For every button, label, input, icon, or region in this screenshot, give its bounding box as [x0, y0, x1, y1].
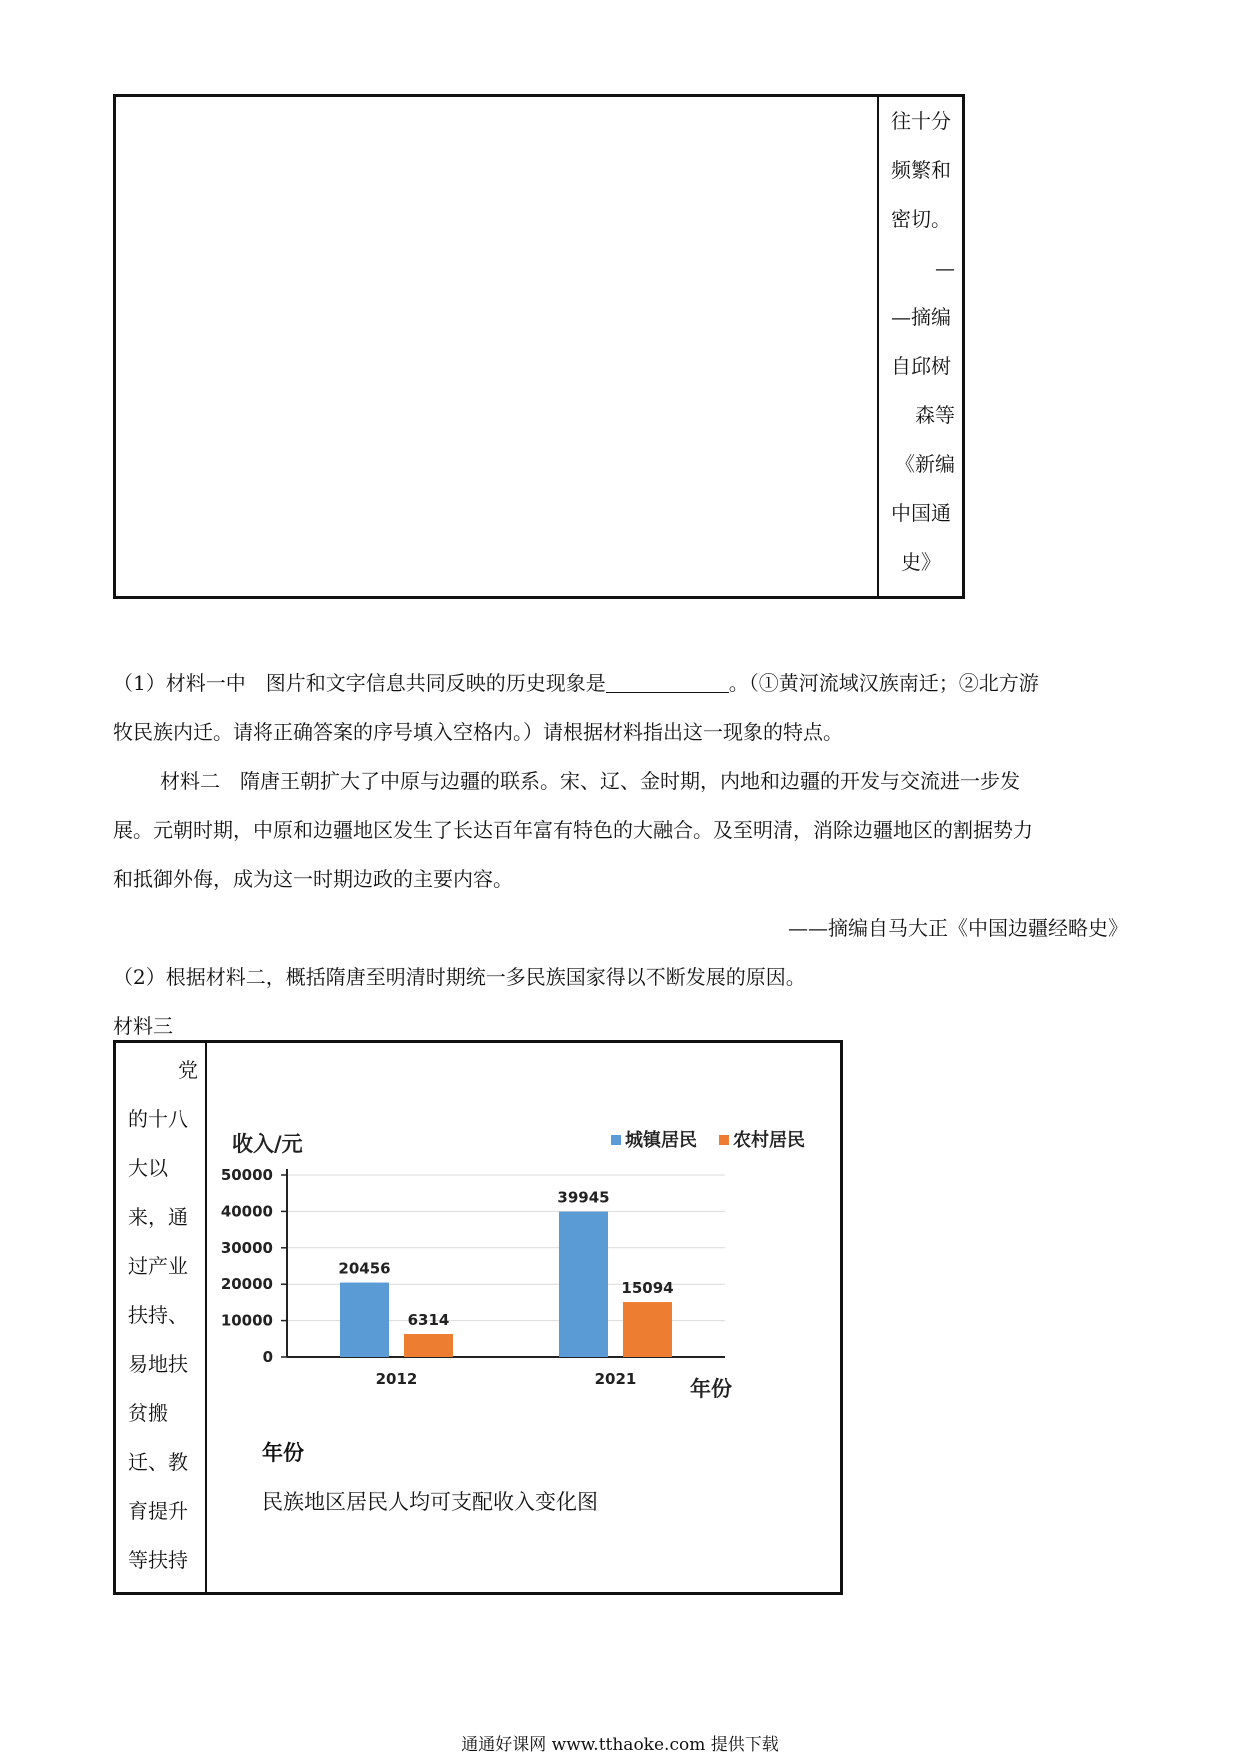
question2: （2）根据材料二，概括隋唐至明清时期统一多民族国家得以不断发展的原因。 — [113, 965, 806, 989]
data-label: 6314 — [407, 1311, 450, 1330]
material1-divider — [877, 97, 879, 596]
material1-line: 往十分 — [891, 109, 951, 133]
material1-line: — — [935, 256, 955, 280]
bar — [559, 1212, 608, 1357]
material3-line: 易地扶 — [128, 1352, 188, 1376]
x-axis-label: 年份 — [690, 1377, 732, 1401]
material3-line: 的十八 — [128, 1107, 188, 1131]
material1-line: 自邱树 — [891, 354, 951, 378]
material1-box — [113, 94, 965, 599]
legend-label: 城镇居民 — [625, 1130, 697, 1151]
material3-label: 材料三 — [113, 1014, 173, 1038]
material1-line: 史》 — [901, 550, 941, 574]
material2-source: ——摘编自马大正《中国边疆经略史》 — [788, 916, 1128, 940]
legend-swatch — [719, 1135, 729, 1145]
material2-line3: 和抵御外侮，成为这一时期边政的主要内容。 — [113, 867, 513, 891]
material3-line: 迁、教 — [128, 1450, 188, 1474]
question1-suffix: 。（①黄河流域汉族南迁；②北方游 — [728, 671, 1039, 695]
answer-blank[interactable] — [606, 670, 729, 693]
material3-line: 大以 — [128, 1156, 168, 1180]
question1-line2: 牧民族内迁。请将正确答案的序号填入空格内。）请根据材料指出这一现象的特点。 — [113, 720, 843, 744]
material1-line: 密切。 — [891, 207, 951, 231]
page-footer: 通通好课网 www.tthaoke.com 提供下载 — [461, 1735, 779, 1755]
material1-line: 中国通 — [891, 501, 951, 525]
x-tick-label: 2021 — [594, 1370, 637, 1388]
material3-line: 来，通 — [128, 1205, 188, 1229]
data-label: 15094 — [621, 1279, 674, 1298]
y-axis-label: 收入/元 — [232, 1132, 303, 1156]
material3-line: 贫搬 — [128, 1401, 168, 1425]
material3-line: 党 — [178, 1058, 198, 1082]
legend-label: 农村居民 — [733, 1130, 805, 1151]
chart-title: 民族地区居民人均可支配收入变化图 — [262, 1490, 598, 1514]
material1-vertical-text — [881, 97, 961, 587]
material3-line: 育提升 — [128, 1499, 188, 1523]
question1-prefix: （1）材料一中 图片和文字信息共同反映的历史现象是 — [113, 671, 606, 695]
legend-swatch — [611, 1135, 621, 1145]
material3-line: 过产业 — [128, 1254, 188, 1278]
data-label: 20456 — [338, 1259, 391, 1278]
bar — [340, 1283, 389, 1357]
y-tick-label: 40000 — [220, 1202, 273, 1221]
bar — [404, 1334, 453, 1357]
material3-line: 扶持、 — [128, 1303, 188, 1327]
material1-line: 《新编 — [895, 452, 955, 476]
y-tick-label: 20000 — [220, 1275, 273, 1294]
material3-line: 等扶持 — [128, 1548, 188, 1572]
chart-year-caption: 年份 — [262, 1440, 304, 1465]
income-bar-chart — [205, 1115, 825, 1415]
bar — [623, 1302, 672, 1357]
y-tick-label: 50000 — [220, 1166, 273, 1184]
material2-line2: 展。元朝时期，中原和边疆地区发生了长达百年富有特色的大融合。及至明清，消除边疆地区的割据势力 — [113, 818, 1033, 842]
y-tick-label: 30000 — [220, 1238, 273, 1257]
data-label: 39945 — [557, 1188, 610, 1207]
material3-vertical-text — [120, 1046, 202, 1585]
y-tick-label: 10000 — [220, 1311, 273, 1330]
material1-line: 频繁和 — [891, 158, 951, 182]
material2-line1: 材料二 隋唐王朝扩大了中原与边疆的联系。宋、辽、金时期，内地和边疆的开发与交流进一步发 — [160, 769, 1020, 793]
material1-line: —摘编 — [891, 305, 951, 329]
y-tick-label: 0 — [262, 1348, 273, 1366]
x-tick-label: 2012 — [375, 1370, 418, 1388]
question1-line1 — [113, 668, 1039, 698]
material1-line: 森等 — [915, 403, 955, 427]
